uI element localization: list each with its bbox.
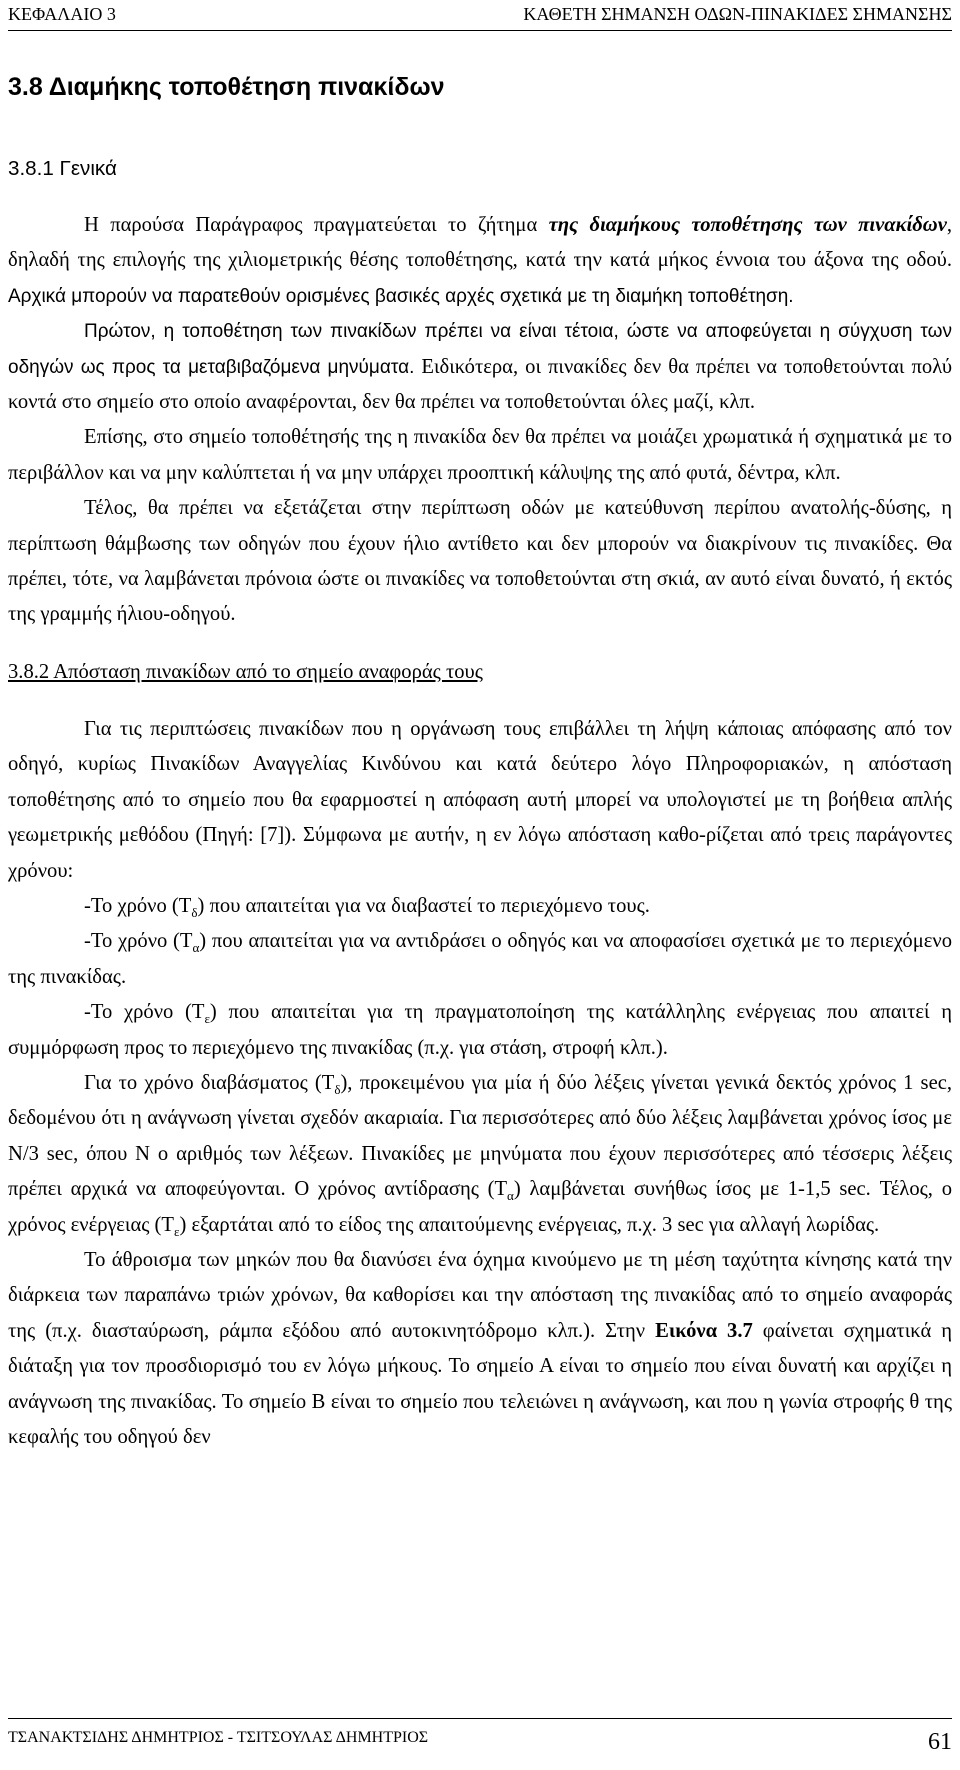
paragraph-distance-method: Για τις περιπτώσεις πινακίδων που η οργάνωση τους επιβάλλει τη λήψη κάποιας απόφασης από τον οδηγό, κυρίως Πινακίδων Αναγγελίας Κινδύνου και κατά δεύτερο λόγο Πληροφοριακών, η απόσταση τοποθέτησης από το σημείο που θα εφαρμοστεί η απόφαση αυτή μπορεί να υπολογιστεί με τη βοήθεια απλής γεωμετρικής μεθόδου (Πηγή: [7]). Σύμφωνα με αυτήν, η εν λόγω απόσταση καθο-ρίζεται από τρεις παράγοντες χρόνου: [8,717,952,882]
running-header [8,0,952,31]
list-item-action-time: -Το χρόνο $(T_\varepsilon)$ που απαιτείται για τη πραγματοποίηση της κατάλληλης ενέργειας που απαιτεί η συμμόρφωση προς το περιεχόμενο της πινακίδας (π.χ. για στάση, στροφή κλπ.). [8,1001,953,1059]
emphasis-longitudinal-placement: της διαμήκους τοποθέτησης των πινακίδων [548,214,947,236]
running-footer [8,1718,952,1769]
subsection-title-distance: 3.8.2 Απόσταση πινακίδων από το σημείο αναφοράς τους [8,660,483,683]
paragraph-intro: Η παρούσα Παράγραφος πραγματεύεται το ζήτημα της διαμήκους τοποθέτησης των πινακίδων, δηλαδή της επιλογής της χιλιομετρικής θέσης τοποθέτησης, κατά την κατά μήκος έννοια του άξονα της οδού. Αρχικά μπορούν να παρατεθούν ορισμένες βασικές αρχές σχετικά με τη διαμήκη τοποθέτηση. [8,214,952,307]
paragraph-visibility: Επίσης, στο σημείο τοποθέτησής της η πινακίδα δεν θα πρέπει να μοιάζει χρωματικά ή σχηματικά με το περιβάλλον και να μην καλύπτεται ή να μην υπάρχει προοπτική κάλυψης της από φυτά, δέντρα, κλπ. [8,426,952,484]
section-title: 3.8 Διαμήκης τοποθέτηση πινακίδων [8,73,445,101]
paragraph-time-values: Για το χρόνο διαβάσματος $(T_\delta)$, προκειμένου για μία ή δύο λέξεις γίνεται γενικά δεκτός χρόνος 1 sec, δεδομένου ότι η ανάγνωση γίνεται σχεδόν ακαριαία. Για περισσότερες από δύο λέξεις λαμβάνεται χρόνος ίσος με N/3 sec, όπου N ο αριθμός των λέξεων. Πινακίδες με μηνύματα που έχουν περισσότερες από τέσσερις λέξεις πρέπει αρχικά να αποφεύγονται. Ο χρόνος αντίδρασης $(T_\alpha)$ λαμβάνεται συνήθως ίσος με 1-1,5 sec. Τέλος, ο χρόνος ενέργειας $(T_\varepsilon)$ εξαρτάται από το είδος της απαιτούμενης ενέργειας, π.χ. 3 sec για αλλαγή λωρίδας. [8,1071,953,1239]
subsection-title-general: 3.8.1 Γενικά [8,157,117,180]
figure-reference: Εικόνα 3.7 [655,1319,753,1342]
list-item-reading-time: -Το χρόνο $(T_\delta)$ που απαιτείται για να διαβαστεί το περιεχόμενο τους. [84,894,650,921]
paragraph-glare: Τέλος, θα πρέπει να εξετάζεται στην περίπτωση οδών με κατεύθυνση περίπου ανατολής-δύσης, η περίπτωση θάμβωσης των οδηγών που έχουν ήλιο αντίθετο και δεν μπορούν να διακρίνουν τις πινακίδες. Θα πρέπει, τότε, να λαμβάνεται πρόνοια ώστε οι πινακίδες να τοποθετούνται στη σκιά, αν αυτό είναι δυνατό, ή εκτός της γραμμής ήλιου-οδηγού. [8,497,952,626]
page-number: 61 [928,1729,952,1755]
paragraph-sum-of-lengths: Το άθροισμα των μηκών που θα διανύσει ένα όχημα κινούμενο με τη μέση ταχύτητα κίνησης κατά την διάρκεια των παραπάνω τριών χρόνων, θα καθορίσει και την απόσταση της πινακίδας από το σημείο αναφοράς της (π.χ. διασταύρωση, ράμπα εξόδου από αυτοκινητόδρομο κλπ.). Στην Εικόνα 3.7 φαίνεται σχηματικά η διάταξη για τον προσδιορισμό του εν λόγω μήκους. Το σημείο Α είναι το σημείο που είναι δυνατή και αρχίζει η ανάγνωση της πινακίδας. Το σημείο Β είναι το σημείο που τελειώνει η ανάγνωση, και που η γωνία στροφής θ της κεφαλής του οδηγού δεν [8,1248,953,1448]
footer-authors: ΤΣΑΝΑΚΤΣΙΔΗΣ ΔΗΜΗΤΡΙΟΣ - ΤΣΙΤΣΟΥΛΑΣ ΔΗΜΗΤΡΙΟΣ [8,1729,429,1746]
list-item-reaction-time: -Το χρόνο $(T_\alpha)$ που απαιτείται για να αντιδράσει ο οδηγός και να αποφασίσει σχετικά με το περιεχόμενο της πινακίδας. [8,930,952,988]
header-chapter: ΚΕΦΑΛΑΙΟ 3 [8,4,116,24]
paragraph-first-principle: Πρώτον, η τοποθέτηση των πινακίδων πρέπει να είναι τέτοια, ώστε να αποφεύγεται η σύγχυση των οδηγών ως προς τα μεταβιβαζόμενα μηνύματα. Ειδικότερα, οι πινακίδες δεν θα πρέπει να τοποθετούνται πολύ κοντά στο σημείο στο οποίο αναφέρονται, δεν θα πρέπει να τοποθετούνται όλες μαζί, κλπ. [8,321,953,414]
page-body [8,70,952,1455]
header-chapter-title: ΚΑΘΕΤΗ ΣΗΜΑΝΣΗ ΟΔΩΝ-ΠΙΝΑΚΙΔΕΣ ΣΗΜΑΝΣΗΣ [523,4,952,24]
